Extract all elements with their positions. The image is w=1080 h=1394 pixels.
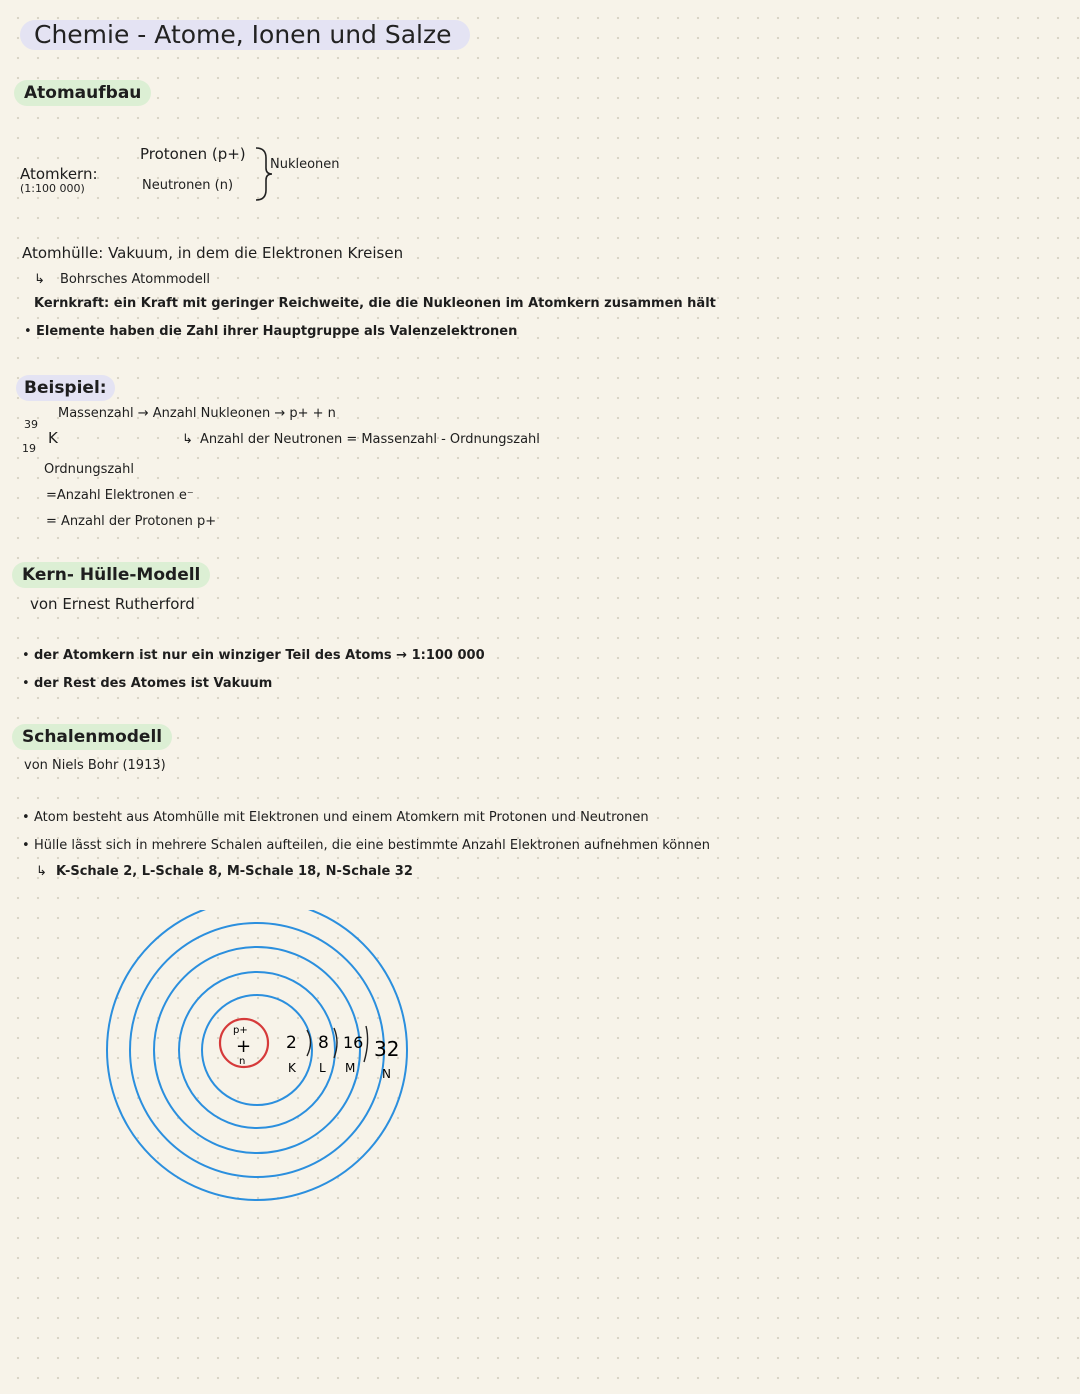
kernkraft-text: Kernkraft: ein Kraft mit geringer Reichweite, die die Nukleonen im Atomkern zusammen hält <box>34 296 716 311</box>
schalen-capacity-line: K-Schale 2, L-Schale 8, M-Schale 18, N-Schale 32 <box>56 864 413 879</box>
atomic-number: 19 <box>22 442 36 455</box>
bullet-icon: • <box>22 648 30 663</box>
schalen-bullet-1: Atom besteht aus Atomhülle mit Elektronen und einem Atomkern mit Protonen und Neutronen <box>34 810 649 825</box>
massenzahl-line: Massenzahl → Anzahl Nukleonen → p+ + n <box>58 406 336 421</box>
atomkern-label: Atomkern: <box>20 165 98 183</box>
bullet-icon: • <box>22 838 30 853</box>
bullet-icon: • <box>22 810 30 825</box>
nucleus-p-label: p+ <box>233 1025 248 1036</box>
arrow-icon: ↳ <box>182 432 193 447</box>
bullet-icon: • <box>22 676 30 691</box>
arrow-icon: ↳ <box>36 864 47 879</box>
protonen-label: Protonen (p+) <box>140 145 246 163</box>
nucleus-plus-label: + <box>236 1036 252 1057</box>
mass-number: 39 <box>24 418 38 431</box>
shell-model-diagram <box>100 910 420 1210</box>
elektronen-line: =Anzahl Elektronen e⁻ <box>46 488 194 503</box>
neutronen-line: Anzahl der Neutronen = Massenzahl - Ordnungszahl <box>200 432 540 447</box>
shell-l-name: L <box>319 1061 326 1075</box>
nucleus-n-label: n <box>239 1056 246 1067</box>
protonen-line: = Anzahl der Protonen p+ <box>46 514 217 529</box>
bohr-author: von Niels Bohr (1913) <box>24 758 166 773</box>
arrow-icon: ↳ <box>34 272 45 287</box>
shell-ring-m <box>154 947 360 1153</box>
shell-n-name: N <box>382 1067 391 1081</box>
bullet-icon: • <box>24 324 32 339</box>
kern-huelle-bullet-1: der Atomkern ist nur ein winziger Teil des Atoms → 1:100 000 <box>34 648 485 663</box>
shell-divider <box>364 1026 368 1062</box>
heading-kern-huelle: Kern- Hülle-Modell <box>12 562 210 588</box>
shell-m-name: M <box>345 1061 356 1075</box>
rutherford-author: von Ernest Rutherford <box>30 595 195 613</box>
kern-huelle-bullet-2: der Rest des Atomes ist Vakuum <box>34 676 273 691</box>
shell-ring-outer <box>107 910 407 1200</box>
nukleonen-label: Nukleonen <box>270 157 340 172</box>
shell-l-capacity: 8 <box>318 1033 329 1053</box>
shell-n-capacity: 32 <box>374 1037 400 1061</box>
elemente-text: Elemente haben die Zahl ihrer Hauptgruppe als Valenzelektronen <box>36 324 518 339</box>
schalen-bullet-2: Hülle lässt sich in mehrere Schalen aufteilen, die eine bestimmte Anzahl Elektronen aufnehmen können <box>34 838 710 853</box>
page-title: Chemie - Atome, Ionen und Salze <box>20 20 470 50</box>
brace-icon <box>250 144 274 204</box>
heading-beispiel: Beispiel: <box>16 375 115 401</box>
heading-atomaufbau: Atomaufbau <box>14 80 151 106</box>
neutronen-label: Neutronen (n) <box>142 178 234 193</box>
ordnungszahl-label: Ordnungszahl <box>44 462 134 477</box>
shell-k-capacity: 2 <box>286 1033 297 1053</box>
element-symbol: K <box>48 429 58 447</box>
bohr-ref-text: Bohrsches Atommodell <box>60 272 210 287</box>
shell-k-name: K <box>288 1061 296 1075</box>
atomhuelle-text: Atomhülle: Vakuum, in dem die Elektronen Kreisen <box>22 244 404 262</box>
shell-m-capacity: 16 <box>343 1033 364 1052</box>
heading-schalenmodell: Schalenmodell <box>12 724 172 750</box>
atomkern-scale: (1:100 000) <box>20 182 85 195</box>
